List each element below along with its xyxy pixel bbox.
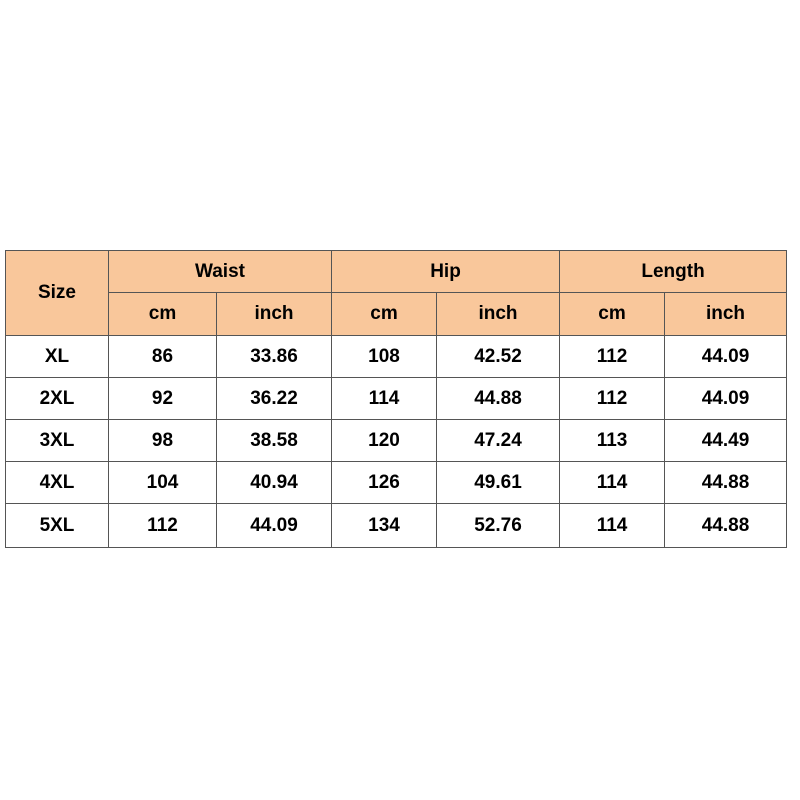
value-cell: 113 bbox=[560, 420, 665, 462]
value-cell: 49.61 bbox=[437, 462, 560, 504]
size-cell: 5XL bbox=[6, 504, 109, 548]
unit-header: cm bbox=[109, 293, 217, 336]
value-cell: 114 bbox=[332, 378, 437, 420]
value-cell: 44.09 bbox=[665, 336, 787, 378]
unit-header: inch bbox=[437, 293, 560, 336]
size-cell: 3XL bbox=[6, 420, 109, 462]
value-cell: 44.09 bbox=[665, 378, 787, 420]
table-row bbox=[6, 336, 787, 378]
size-cell: 2XL bbox=[6, 378, 109, 420]
value-cell: 47.24 bbox=[437, 420, 560, 462]
size-header: Size bbox=[6, 251, 109, 336]
value-cell: 33.86 bbox=[217, 336, 332, 378]
value-cell: 126 bbox=[332, 462, 437, 504]
value-cell: 38.58 bbox=[217, 420, 332, 462]
value-cell: 42.52 bbox=[437, 336, 560, 378]
table-row bbox=[6, 462, 787, 504]
value-cell: 86 bbox=[109, 336, 217, 378]
header-group-row bbox=[6, 251, 787, 293]
value-cell: 44.88 bbox=[665, 462, 787, 504]
value-cell: 112 bbox=[560, 336, 665, 378]
value-cell: 52.76 bbox=[437, 504, 560, 548]
table-row bbox=[6, 420, 787, 462]
value-cell: 134 bbox=[332, 504, 437, 548]
value-cell: 44.88 bbox=[665, 504, 787, 548]
value-cell: 36.22 bbox=[217, 378, 332, 420]
value-cell: 98 bbox=[109, 420, 217, 462]
value-cell: 40.94 bbox=[217, 462, 332, 504]
value-cell: 120 bbox=[332, 420, 437, 462]
value-cell: 44.88 bbox=[437, 378, 560, 420]
unit-header: inch bbox=[665, 293, 787, 336]
value-cell: 44.49 bbox=[665, 420, 787, 462]
waist-header: Waist bbox=[109, 251, 332, 293]
value-cell: 92 bbox=[109, 378, 217, 420]
value-cell: 112 bbox=[560, 378, 665, 420]
size-chart-table bbox=[5, 250, 787, 548]
value-cell: 114 bbox=[560, 462, 665, 504]
size-cell: XL bbox=[6, 336, 109, 378]
length-header: Length bbox=[560, 251, 787, 293]
hip-header: Hip bbox=[332, 251, 560, 293]
value-cell: 108 bbox=[332, 336, 437, 378]
table-row bbox=[6, 378, 787, 420]
unit-header: cm bbox=[560, 293, 665, 336]
header-unit-row bbox=[6, 293, 787, 336]
value-cell: 44.09 bbox=[217, 504, 332, 548]
size-cell: 4XL bbox=[6, 462, 109, 504]
table-row bbox=[6, 504, 787, 548]
value-cell: 114 bbox=[560, 504, 665, 548]
value-cell: 104 bbox=[109, 462, 217, 504]
unit-header: inch bbox=[217, 293, 332, 336]
unit-header: cm bbox=[332, 293, 437, 336]
value-cell: 112 bbox=[109, 504, 217, 548]
